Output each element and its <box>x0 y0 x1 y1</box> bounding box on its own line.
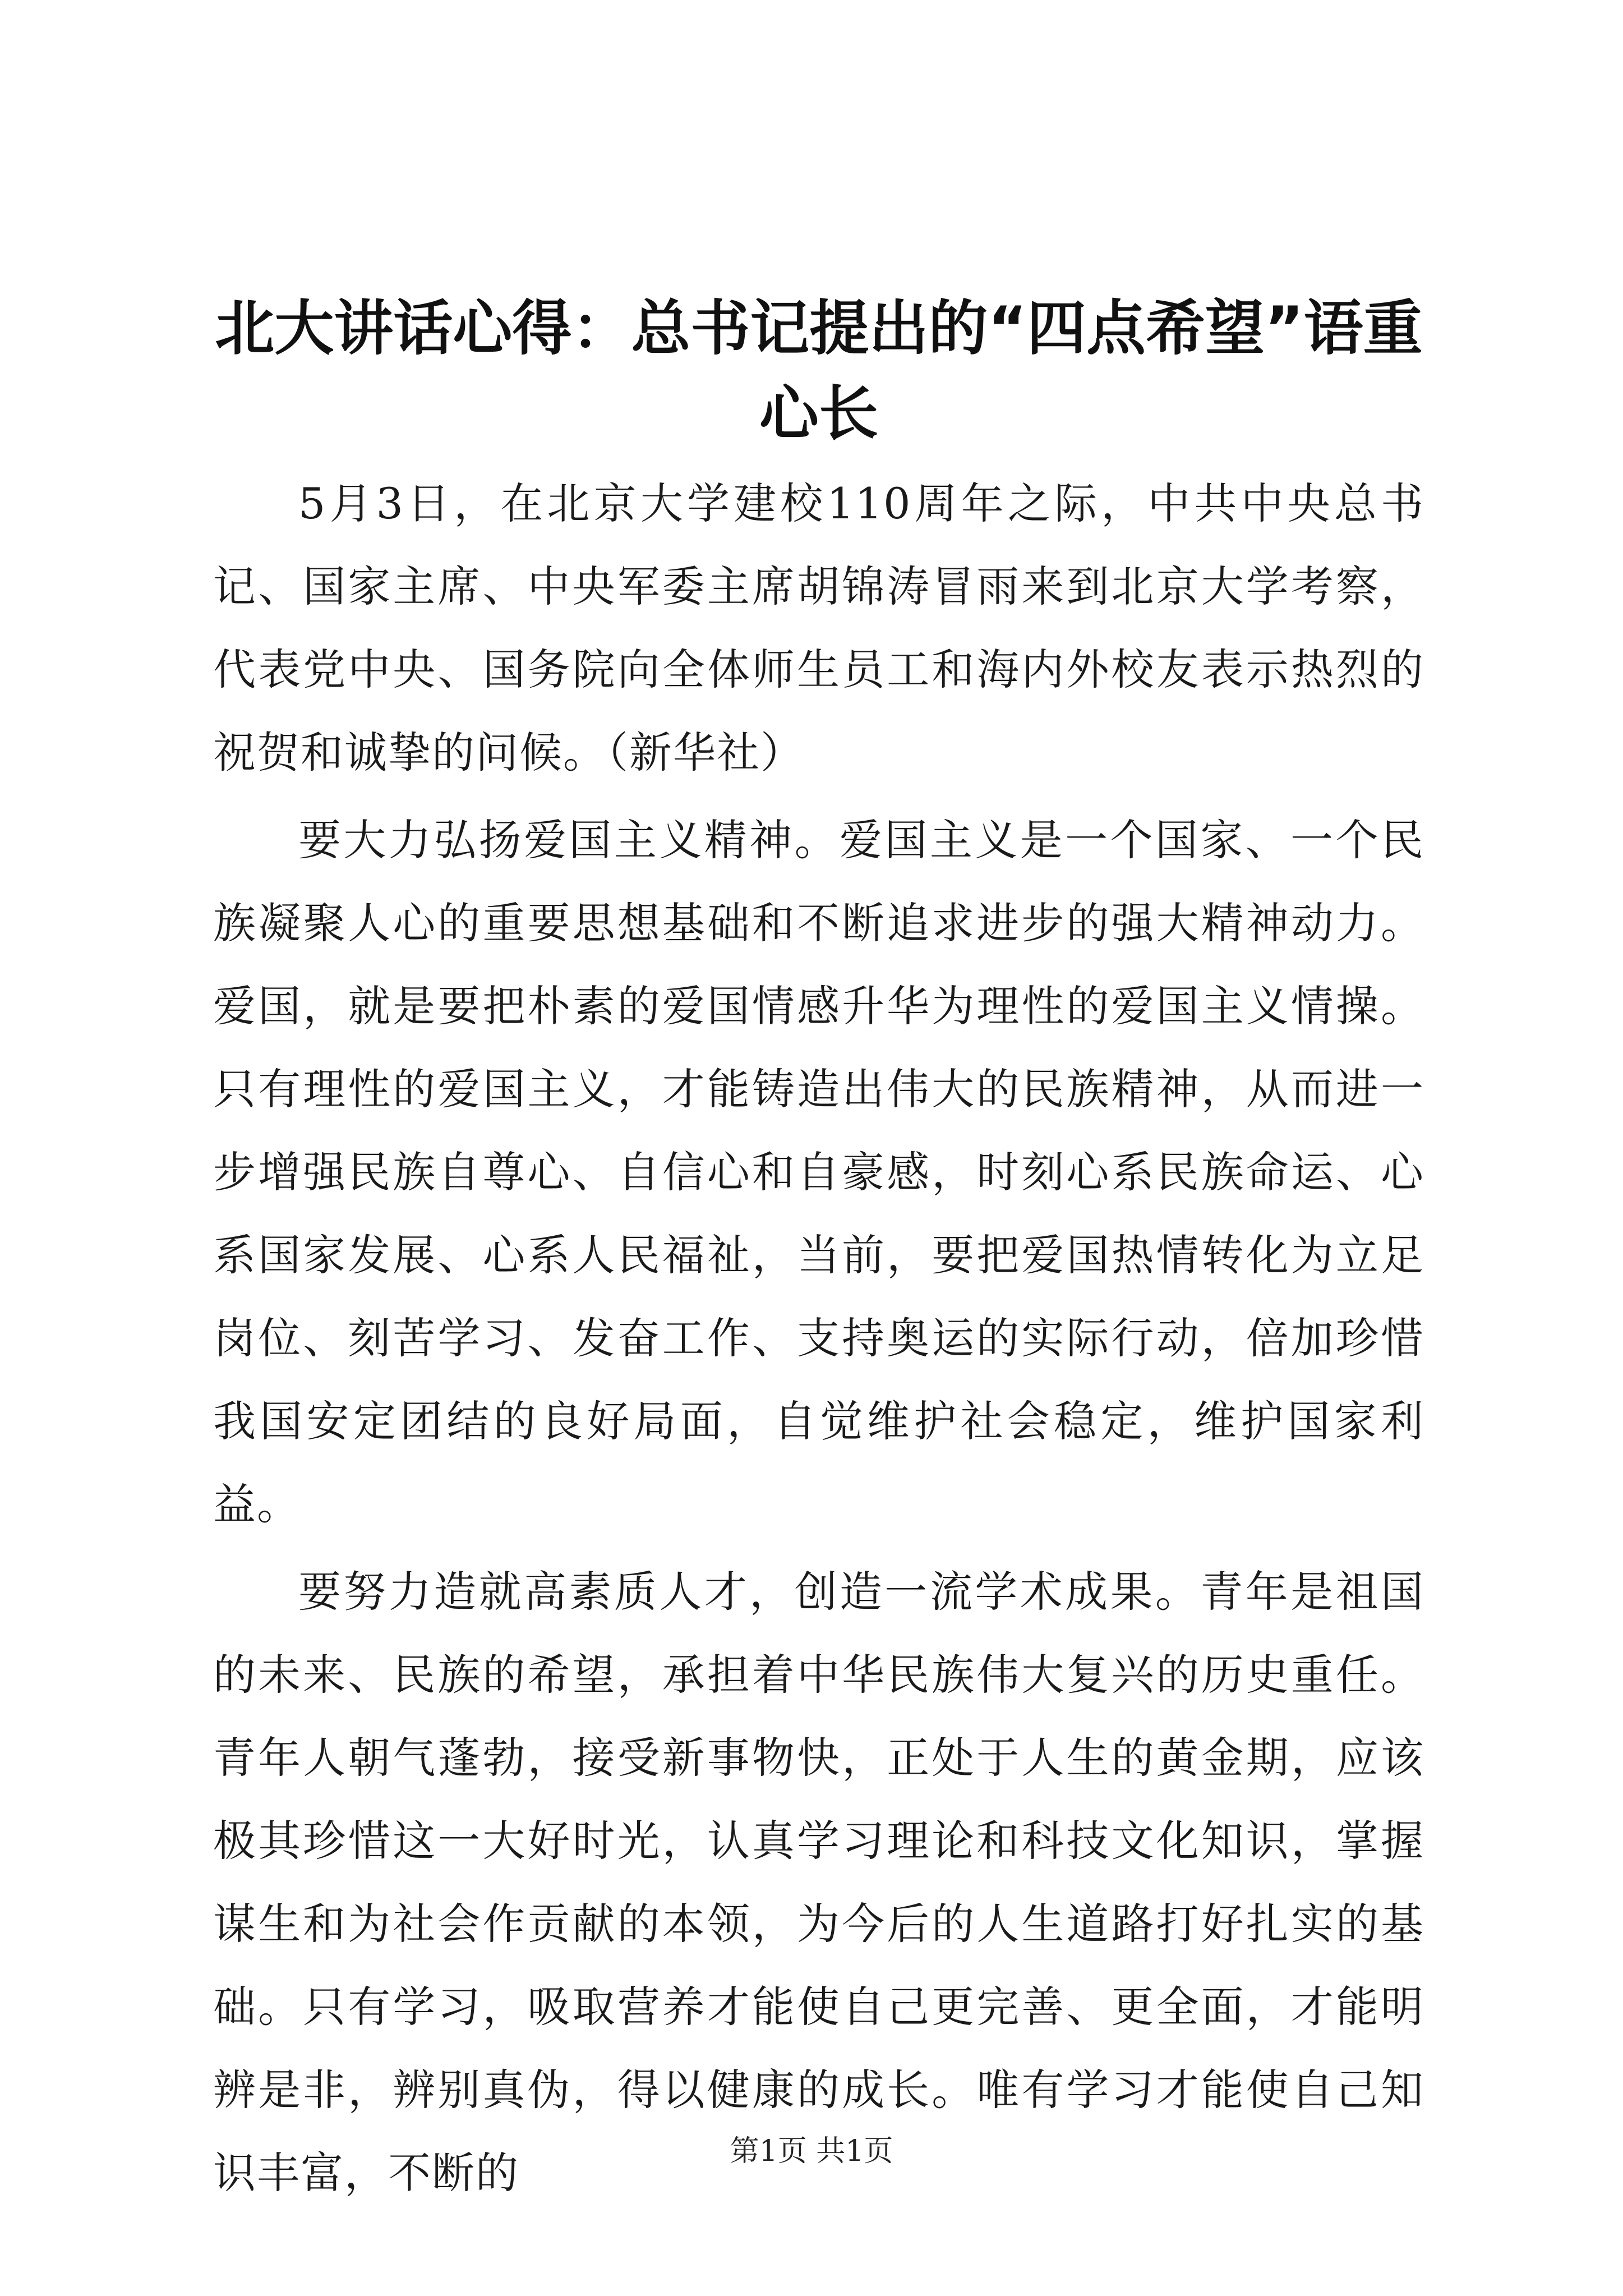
document-title: 北大讲话心得：总书记提出的“四点希望”语重心长 <box>215 294 1423 448</box>
paragraph-talent: 要努力造就高素质人才，创造一流学术成果。青年是祖国的未来、民族的希望，承担着中华民族伟大复兴的历史重任。青年人朝气蓬勃，接受新事物快，正处于人生的黄金期，应该极其珍惜这一大好时光，认真学习理论和科技文化知识，掌握谋生和为社会作贡献的本领，为今后的人生道路打好扎实的基础。只有学习，吸取营养才能使自己更完善、更全面，才能明辨是非，辨别真伪，得以健康的成长。唯有学习才能使自己知识丰富，不断的 <box>213 1567 1424 2198</box>
document-body <box>213 462 1424 2215</box>
paragraph-intro: 5月3日，在北京大学建校110周年之际，中共中央总书记、国家主席、中央军委主席胡锦涛冒雨来到北京大学考察，代表党中央、国务院向全体师生员工和海内外校友表示热烈的祝贺和诚挚的问候。（新华社） <box>213 478 1424 777</box>
page-number-footer: 第1页 共1页 <box>730 2134 893 2168</box>
paragraph-patriotism: 要大力弘扬爱国主义精神。爱国主义是一个国家、一个民族凝聚人心的重要思想基础和不断追求进步的强大精神动力。爱国，就是要把朴素的爱国情感升华为理性的爱国主义情操。只有理性的爱国主义，才能铸造出伟大的民族精神，从而进一步增强民族自尊心、自信心和自豪感，时刻心系民族命运、心系国家发展、心系人民福祉，当前，要把爱国热情转化为立足岗位、刻苦学习、发奋工作、支持奥运的实际行动，倍加珍惜我国安定团结的良好局面，自觉维护社会稳定，维护国家利益。 <box>213 815 1424 1529</box>
